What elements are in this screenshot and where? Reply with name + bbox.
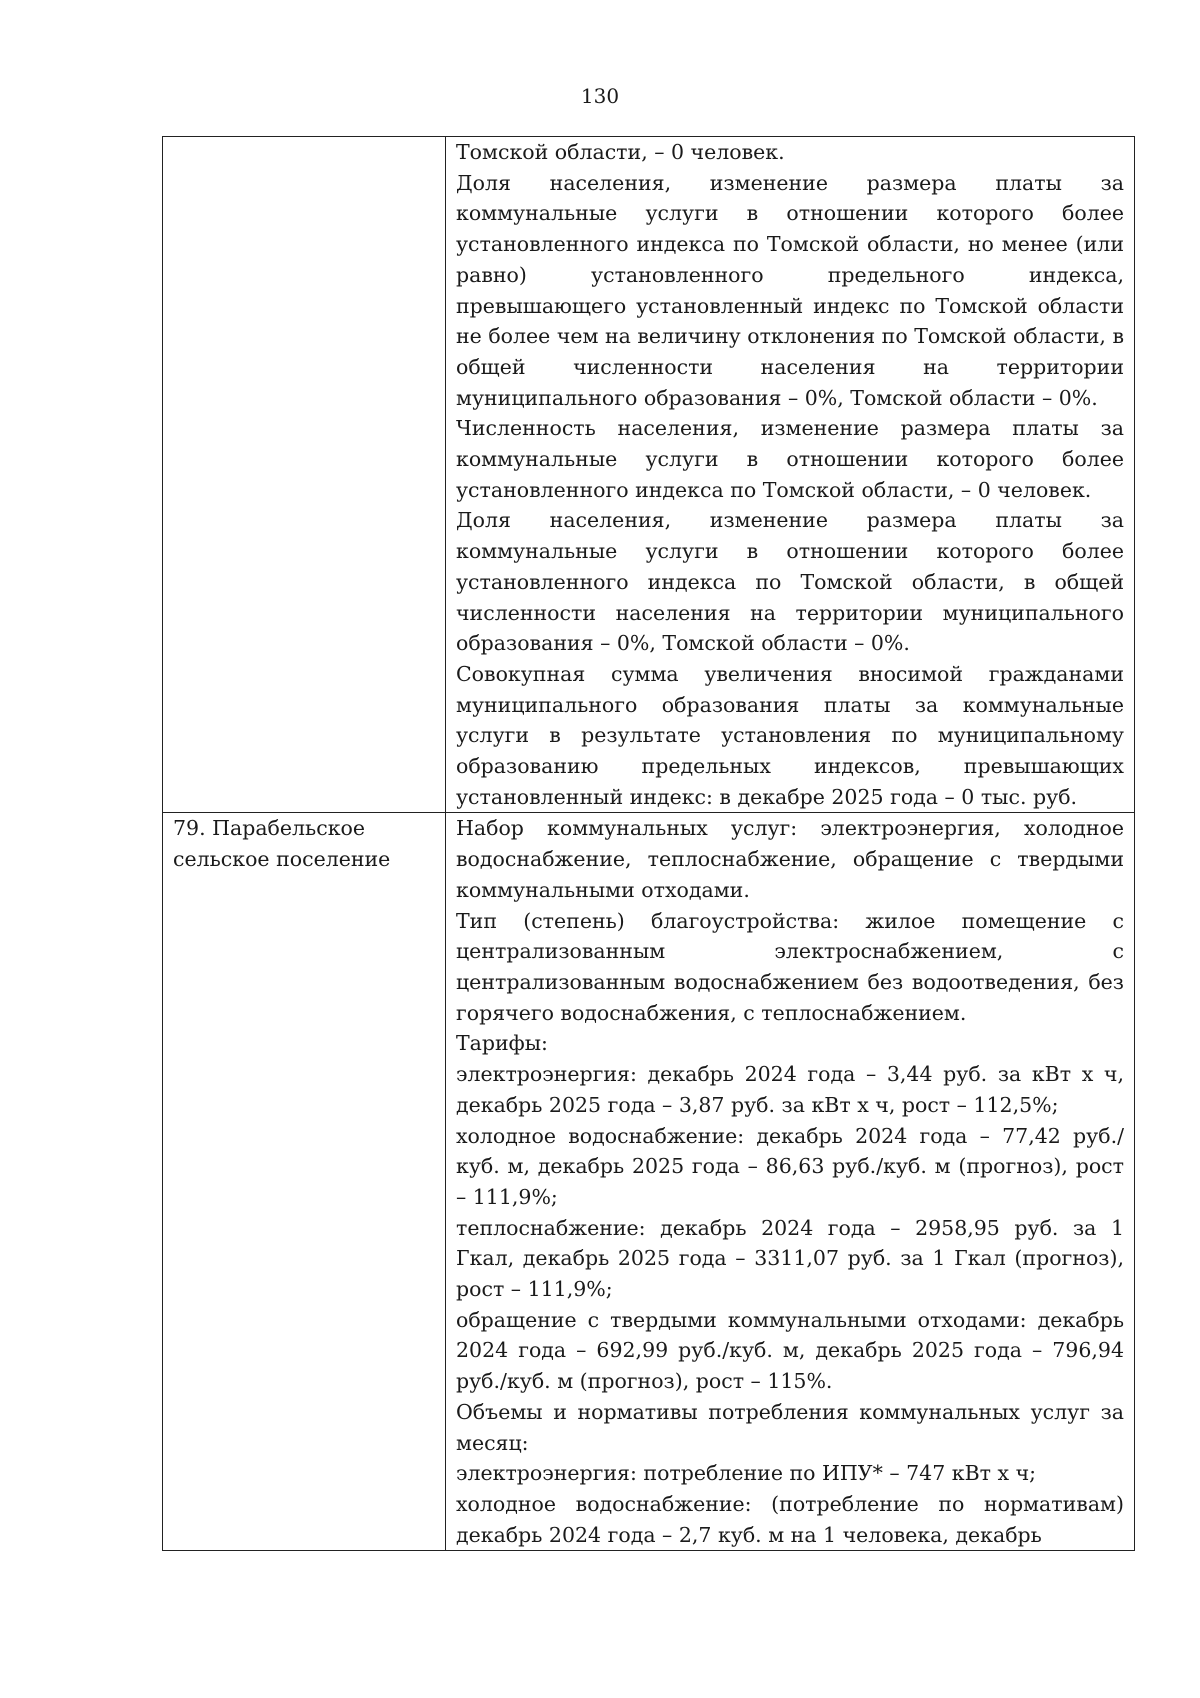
details-cell xyxy=(446,813,1135,1551)
table-row xyxy=(163,813,1135,1551)
paragraph: Томской области, – 0 человек. xyxy=(456,140,785,164)
paragraph: холодное водоснабжение: декабрь 2024 года – 77,42 руб./куб. м, декабрь 2025 года – 86,63 руб./куб. м (прогноз), рост – 111,9%; xyxy=(456,1123,1124,1209)
paragraph: электроэнергия: декабрь 2024 года – 3,44 руб. за кВт х ч, декабрь 2025 года – 3,87 руб. за кВт х ч, рост – 112,5%; xyxy=(456,1062,1124,1117)
details-cell xyxy=(446,137,1135,813)
paragraph: Доля населения, изменение размера платы за коммунальные услуги в отношении которого более установленного индекса по Томской области, но менее (или равно) установленного предельного индекса, превышающего установленный индекс по Томской области не более чем на величину отклонения по Томской области, в общей численности населения на территории муниципального образования – 0%, Томской области – 0%. xyxy=(456,170,1124,410)
paragraph: холодное водоснабжение: (потребление по нормативам) декабрь 2024 года – 2,7 куб. м на 1 человека, декабрь xyxy=(456,1491,1124,1547)
paragraph: Объемы и нормативы потребления коммунальных услуг за месяц: xyxy=(456,1399,1124,1455)
paragraph: теплоснабжение: декабрь 2024 года – 2958,95 руб. за 1 Гкал, декабрь 2025 года – 3311,07 руб. за 1 Гкал (прогноз), рост – 111,9%; xyxy=(456,1215,1124,1302)
paragraph: Численность населения, изменение размера платы за коммунальные услуги в отношении которого более установленного индекса по Томской области, – 0 человек. xyxy=(456,416,1124,502)
indices-table xyxy=(162,136,1135,1551)
municipality-name: 79. Парабельское сельское поселение xyxy=(173,816,391,872)
paragraph: Тарифы: xyxy=(456,1031,548,1056)
municipality-cell xyxy=(163,137,446,813)
table-row xyxy=(163,137,1135,813)
paragraph: Совокупная сумма увеличения вносимой гражданами муниципального образования платы за коммунальные услуги в результате установления по муниципальному образованию предельных индексов, превышающих установленный индекс: в декабре 2025 года – 0 тыс. руб. xyxy=(456,661,1124,809)
paragraph: Тип (степень) благоустройства: жилое помещение с централизованным электроснабжением, с централизованным водоснабжением без водоотведения, без горячего водоснабжения, с теплоснабжением. xyxy=(456,908,1124,1025)
paragraph: электроэнергия: потребление по ИПУ* – 747 кВт х ч; xyxy=(456,1461,1037,1486)
paragraph: обращение с твердыми коммунальными отходами: декабрь 2024 года – 692,99 руб./куб. м, декабрь 2025 года – 796,94 руб./куб. м (прогноз), рост – 115%. xyxy=(456,1307,1124,1394)
municipality-cell xyxy=(163,813,446,1551)
paragraph: Доля населения, изменение размера платы за коммунальные услуги в отношении которого более установленного индекса по Томской области, в общей численности населения на территории муниципального образования – 0%, Томской области – 0%. xyxy=(456,508,1124,656)
paragraph: Набор коммунальных услуг: электроэнергия, холодное водоснабжение, теплоснабжение, обращение с твердыми коммунальными отходами. xyxy=(456,816,1124,902)
page-number: 130 xyxy=(580,84,620,108)
